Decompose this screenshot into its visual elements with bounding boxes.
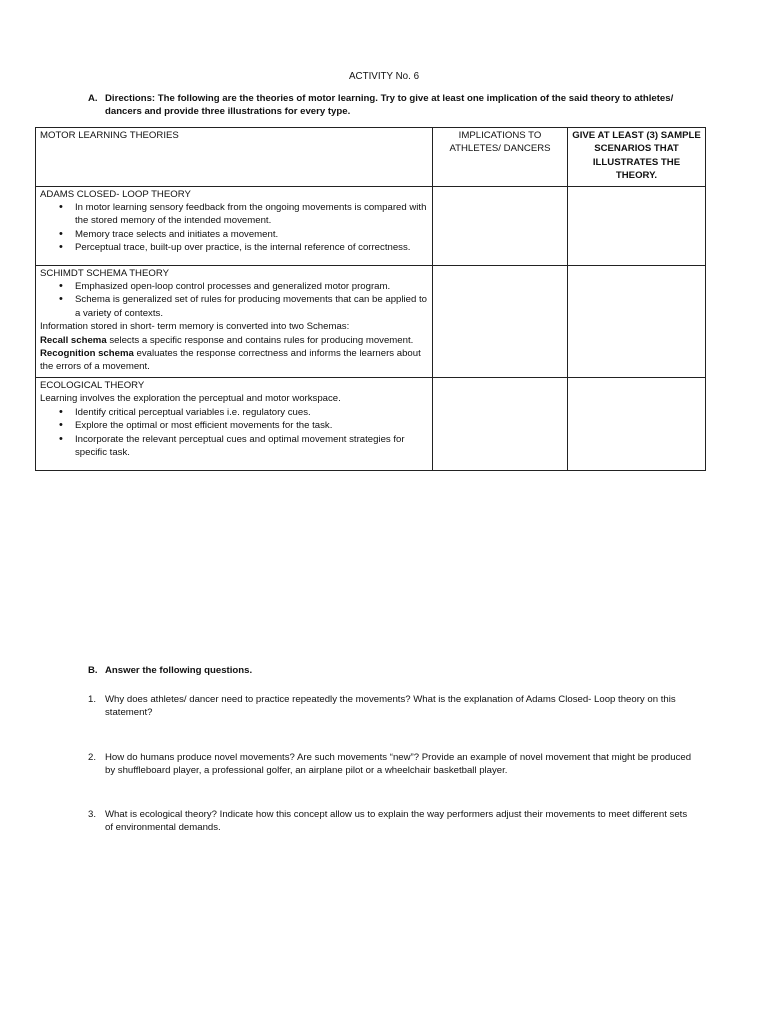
table-row-schema [36,265,706,377]
list-item: • Schema is generalized set of rules for producing movements that can be applied to a variety of contexts. [75,293,428,320]
recognition-schema-label: Recognition schema [40,348,134,360]
schema-info-text: Information stored in short- term memory is converted into two Schemas: [40,321,350,333]
header-implications: IMPLICATIONS TO ATHLETES/ DANCERS [433,128,568,187]
page-title: ACTIVITY No. 6 [348,71,420,82]
section-b-heading-text: Answer the following questions. [105,665,253,676]
question-number: 3. [88,809,97,820]
adams-theory-name: ADAMS CLOSED- LOOP THEORY [40,188,191,200]
question-3 [88,808,693,835]
theories-table [35,127,706,471]
list-item: • Identify critical perceptual variables i.e. regulatory cues. [75,406,428,419]
recall-schema-line [40,334,428,347]
header-motor-learning-theories: MOTOR LEARNING THEORIES [36,128,433,187]
schema-implications-cell[interactable] [433,265,568,377]
table-row-ecological [36,377,706,470]
adams-implications-cell[interactable] [433,186,568,265]
list-item: • Incorporate the relevant perceptual cues and optimal movement strategies for specific task. [75,433,428,460]
list-item: • Explore the optimal or most efficient movements for the task. [75,419,428,432]
ecological-theory-cell [36,377,433,470]
schema-bullet-list [40,280,428,320]
list-item: • Perceptual trace, built-up over practice, is the internal reference of correctness. [75,241,428,254]
question-text: What is ecological theory? Indicate how this concept allow us to explain the way performers adjust their movements to meet different sets of environmental demands. [105,809,688,834]
table-header-row [36,128,706,187]
list-item: • Memory trace selects and initiates a movement. [75,228,428,241]
recall-schema-text: selects a specific response and contains rules for producing movement. [106,334,414,346]
question-number: 1. [88,694,97,705]
section-b-letter: B. [88,665,98,676]
question-number: 2. [88,752,97,763]
adams-theory-cell [36,186,433,265]
section-a-directions [88,92,688,119]
section-b-heading [88,664,252,677]
list-item: • In motor learning sensory feedback from the ongoing movements is compared with the stored memory of the intended movement. [75,201,428,228]
question-text: How do humans produce novel movements? Are such movements “new”? Provide an example of novel movement that might be produced by shuffleboard player, a professional golfer, an airplane pilot or a wheelchair basketball player. [105,752,692,777]
table-row-adams [36,186,706,265]
section-a-letter: A. [88,93,98,104]
ecological-scenarios-cell[interactable] [568,377,706,470]
ecological-theory-name: ECOLOGICAL THEORY [40,379,145,391]
adams-bullet-list [40,201,428,255]
schema-theory-cell [36,265,433,377]
question-2 [88,751,693,778]
ecological-bullet-list [40,406,428,460]
schema-theory-name: SCHIMDT SCHEMA THEORY [40,267,170,279]
list-item: • Emphasized open-loop control processes and generalized motor program. [75,280,428,293]
ecological-intro-text: Learning involves the exploration the perceptual and motor workspace. [40,393,341,405]
question-1 [88,693,693,720]
recognition-schema-line [40,347,428,374]
adams-scenarios-cell[interactable] [568,186,706,265]
header-sample-scenarios: GIVE AT LEAST (3) SAMPLE SCENARIOS THAT ILLUSTRATES THE THEORY. [568,128,706,187]
ecological-implications-cell[interactable] [433,377,568,470]
question-text: Why does athletes/ dancer need to practice repeatedly the movements? What is the explanation of Adams Closed- Loop theory on this statement? [105,694,676,719]
recognition-schema-text: evaluates the response correctness and informs the learners about the errors of a movement. [40,348,421,373]
directions-text: Directions: The following are the theories of motor learning. Try to give at least one implication of the said theory to athletes/ dancers and provide three illustrations for every type. [105,93,674,118]
schema-scenarios-cell[interactable] [568,265,706,377]
recall-schema-label: Recall schema [40,334,107,346]
